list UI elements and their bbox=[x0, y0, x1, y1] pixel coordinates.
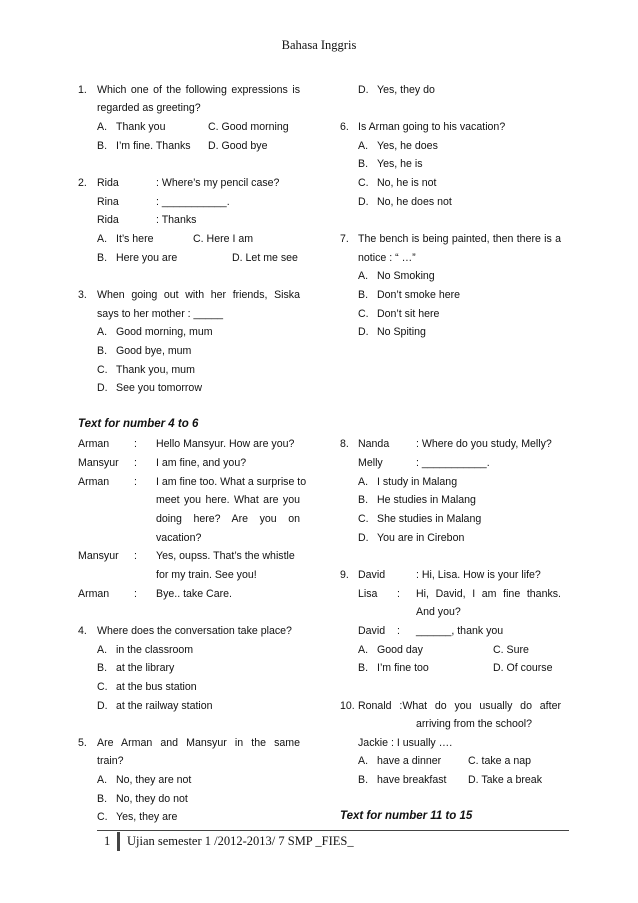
q5-question-line1: Are Arman and Mansyur in the same bbox=[97, 737, 300, 749]
dialog-line-2: I am fine, and you? bbox=[156, 457, 247, 469]
dialog-line-5: Bye.. take Care. bbox=[156, 588, 232, 600]
q8-option-b: He studies in Malang bbox=[377, 494, 476, 506]
q6-number: 6. bbox=[340, 121, 349, 133]
q8-option-d: You are in Cirebon bbox=[377, 532, 465, 544]
q5-question-line2: train? bbox=[97, 755, 124, 767]
q2-number: 2. bbox=[78, 177, 87, 189]
q4-option-b-letter: B. bbox=[97, 662, 108, 674]
q8-option-b-letter: B. bbox=[358, 494, 369, 506]
q10-option-b: have breakfast bbox=[377, 774, 447, 786]
section-title-text-11-15: Text for number 11 to 15 bbox=[340, 810, 473, 822]
q9-line-2b: And you? bbox=[416, 606, 461, 618]
q9-option-a: Good day bbox=[377, 644, 423, 656]
dialog-line-3c: doing here? Are you on bbox=[156, 513, 300, 525]
q10-option-c: C. take a nap bbox=[468, 755, 532, 767]
q2-option-a: It’s here bbox=[116, 233, 154, 245]
q6-question: Is Arman going to his vacation? bbox=[358, 121, 506, 133]
q1-question-line1: Which one of the following expressions is bbox=[97, 84, 300, 96]
q2-option-c: C. Here I am bbox=[193, 233, 254, 245]
dialog-line-1: Hello Mansyur. How are you? bbox=[156, 438, 295, 450]
q8-option-a: I study in Malang bbox=[377, 476, 458, 488]
dialog-colon: : bbox=[134, 476, 137, 488]
q7-question-line1: The bench is being painted, then there is a bbox=[358, 233, 561, 245]
q6-option-d: No, he does not bbox=[377, 196, 452, 208]
q9-option-c: C. Sure bbox=[493, 644, 529, 656]
q9-line-2a: Hi, David, I am fine thanks. bbox=[416, 588, 561, 600]
q7-option-d-letter: D. bbox=[358, 326, 369, 338]
q3-question-line2: says to her mother : _____ bbox=[97, 308, 224, 320]
page-header: Bahasa Inggris bbox=[281, 38, 357, 52]
q2-line-1: : Where’s my pencil case? bbox=[156, 177, 280, 189]
q4-option-c: at the bus station bbox=[116, 681, 197, 693]
dialog-speaker-mansyur-1: Mansyur bbox=[78, 457, 119, 469]
q9-speaker-2: Lisa bbox=[358, 588, 378, 600]
q3-number: 3. bbox=[78, 289, 87, 301]
dialog-line-4b: for my train. See you! bbox=[156, 569, 257, 581]
dialog-line-3b: meet you here. What are you bbox=[156, 494, 300, 506]
q9-colon-3: : bbox=[397, 625, 400, 637]
q2-option-b: Here you are bbox=[116, 252, 178, 264]
q9-line-1: : Hi, Lisa. How is your life? bbox=[416, 569, 541, 581]
q7-option-d: No Spiting bbox=[377, 326, 426, 338]
q2-line-2: : ___________. bbox=[156, 196, 230, 208]
dialog-colon: : bbox=[134, 438, 137, 450]
footer-text: Ujian semester 1 /2012-2013/ 7 SMP _FIES_ bbox=[127, 834, 354, 848]
q7-number: 7. bbox=[340, 233, 349, 245]
q5-option-a: No, they are not bbox=[116, 774, 192, 786]
dialog-colon: : bbox=[134, 588, 137, 600]
q5-option-c: Yes, they are bbox=[116, 811, 178, 823]
dialog-line-3d: vacation? bbox=[156, 532, 202, 544]
q3-option-b: Good bye, mum bbox=[116, 345, 192, 357]
q5-option-d-letter: D. bbox=[358, 84, 369, 96]
q2-option-d: D. Let me see bbox=[232, 252, 298, 264]
q9-option-b-letter: B. bbox=[358, 662, 369, 674]
q6-option-a-letter: A. bbox=[358, 140, 369, 152]
q9-line-3: ______, thank you bbox=[416, 625, 504, 637]
dialog-speaker-mansyur-2: Mansyur bbox=[78, 550, 119, 562]
dialog-colon: : bbox=[134, 550, 137, 562]
q8-line-1: : Where do you study, Melly? bbox=[416, 438, 552, 450]
q8-option-d-letter: D. bbox=[358, 532, 369, 544]
q2-speaker-2: Rina bbox=[97, 196, 119, 208]
q5-option-b-letter: B. bbox=[97, 793, 108, 805]
q2-option-b-letter: B. bbox=[97, 252, 108, 264]
q6-option-c: No, he is not bbox=[377, 177, 437, 189]
q6-option-b: Yes, he is bbox=[377, 158, 423, 170]
q4-option-a-letter: A. bbox=[97, 644, 108, 656]
q7-option-c-letter: C. bbox=[358, 308, 369, 320]
q1-option-a: Thank you bbox=[116, 121, 166, 133]
q7-option-c: Don’t sit here bbox=[377, 308, 440, 320]
dialog-colon: : bbox=[134, 457, 137, 469]
q4-option-d-letter: D. bbox=[97, 700, 108, 712]
q3-question-line1: When going out with her friends, Siska bbox=[97, 289, 300, 301]
section-title-text-4-6: Text for number 4 to 6 bbox=[78, 418, 199, 430]
q9-option-d: D. Of course bbox=[493, 662, 553, 674]
q1-option-a-letter: A. bbox=[97, 121, 108, 133]
q3-option-c: Thank you, mum bbox=[116, 364, 195, 376]
q7-option-a-letter: A. bbox=[358, 270, 369, 282]
q4-number: 4. bbox=[78, 625, 87, 637]
q1-option-d: D. Good bye bbox=[208, 140, 268, 152]
q4-option-b: at the library bbox=[116, 662, 175, 674]
q9-speaker-1: David bbox=[358, 569, 386, 581]
q1-number: 1. bbox=[78, 84, 87, 96]
q9-option-a-letter: A. bbox=[358, 644, 369, 656]
q2-line-3: : Thanks bbox=[156, 214, 197, 226]
q6-option-d-letter: D. bbox=[358, 196, 369, 208]
q1-question-line2: regarded as greeting? bbox=[97, 102, 201, 114]
dialog-speaker-arman-2: Arman bbox=[78, 476, 110, 488]
q3-option-b-letter: B. bbox=[97, 345, 108, 357]
q10-number: 10. bbox=[340, 700, 355, 712]
q10-option-a: have a dinner bbox=[377, 755, 442, 767]
q5-option-a-letter: A. bbox=[97, 774, 108, 786]
q8-speaker-1: Nanda bbox=[358, 438, 390, 450]
q8-line-2: : ___________. bbox=[416, 457, 490, 469]
q10-line-1: Ronald :What do you usually do after bbox=[358, 700, 561, 712]
q8-option-a-letter: A. bbox=[358, 476, 369, 488]
q5-option-b: No, they do not bbox=[116, 793, 188, 805]
q8-speaker-2: Melly bbox=[358, 457, 383, 469]
q7-option-a: No Smoking bbox=[377, 270, 435, 282]
q10-option-d: D. Take a break bbox=[468, 774, 543, 786]
dialog-line-3a: I am fine too. What a surprise to bbox=[156, 476, 307, 488]
q3-option-a: Good morning, mum bbox=[116, 326, 213, 338]
q5-number: 5. bbox=[78, 737, 87, 749]
footer-separator bbox=[117, 832, 120, 851]
q10-line-3: Jackie : I usually …. bbox=[358, 737, 453, 749]
q9-colon-2: : bbox=[397, 588, 400, 600]
q2-speaker-3: Rida bbox=[97, 214, 119, 226]
q10-option-b-letter: B. bbox=[358, 774, 369, 786]
q6-option-b-letter: B. bbox=[358, 158, 369, 170]
dialog-speaker-arman-1: Arman bbox=[78, 438, 110, 450]
q7-option-b: Don’t smoke here bbox=[377, 289, 461, 301]
q10-option-a-letter: A. bbox=[358, 755, 369, 767]
q9-number: 9. bbox=[340, 569, 349, 581]
q1-option-b-letter: B. bbox=[97, 140, 108, 152]
q8-option-c-letter: C. bbox=[358, 513, 369, 525]
q5-option-d: Yes, they do bbox=[377, 84, 435, 96]
page-number: 1 bbox=[104, 834, 111, 848]
q7-question-line2: notice : “ …” bbox=[358, 252, 416, 264]
q6-option-c-letter: C. bbox=[358, 177, 369, 189]
q10-line-2: arriving from the school? bbox=[416, 718, 532, 730]
q8-option-c: She studies in Malang bbox=[377, 513, 482, 525]
q3-option-d: See you tomorrow bbox=[116, 382, 202, 394]
dialog-speaker-arman-3: Arman bbox=[78, 588, 110, 600]
q9-speaker-3: David bbox=[358, 625, 386, 637]
q2-option-a-letter: A. bbox=[97, 233, 108, 245]
q3-option-a-letter: A. bbox=[97, 326, 108, 338]
dialog-line-4a: Yes, oupss. That’s the whistle bbox=[156, 550, 295, 562]
q3-option-c-letter: C. bbox=[97, 364, 108, 376]
q4-question: Where does the conversation take place? bbox=[97, 625, 292, 637]
q4-option-a: in the classroom bbox=[116, 644, 194, 656]
q5-option-c-letter: C. bbox=[97, 811, 108, 823]
q1-option-b: I’m fine. Thanks bbox=[116, 140, 191, 152]
q8-number: 8. bbox=[340, 438, 349, 450]
q9-option-b: I’m fine too bbox=[377, 662, 429, 674]
q4-option-d: at the railway station bbox=[116, 700, 213, 712]
q2-speaker-1: Rida bbox=[97, 177, 119, 189]
q3-option-d-letter: D. bbox=[97, 382, 108, 394]
q7-option-b-letter: B. bbox=[358, 289, 369, 301]
q6-option-a: Yes, he does bbox=[377, 140, 438, 152]
q4-option-c-letter: C. bbox=[97, 681, 108, 693]
footer-rule bbox=[97, 830, 569, 831]
q1-option-c: C. Good morning bbox=[208, 121, 289, 133]
